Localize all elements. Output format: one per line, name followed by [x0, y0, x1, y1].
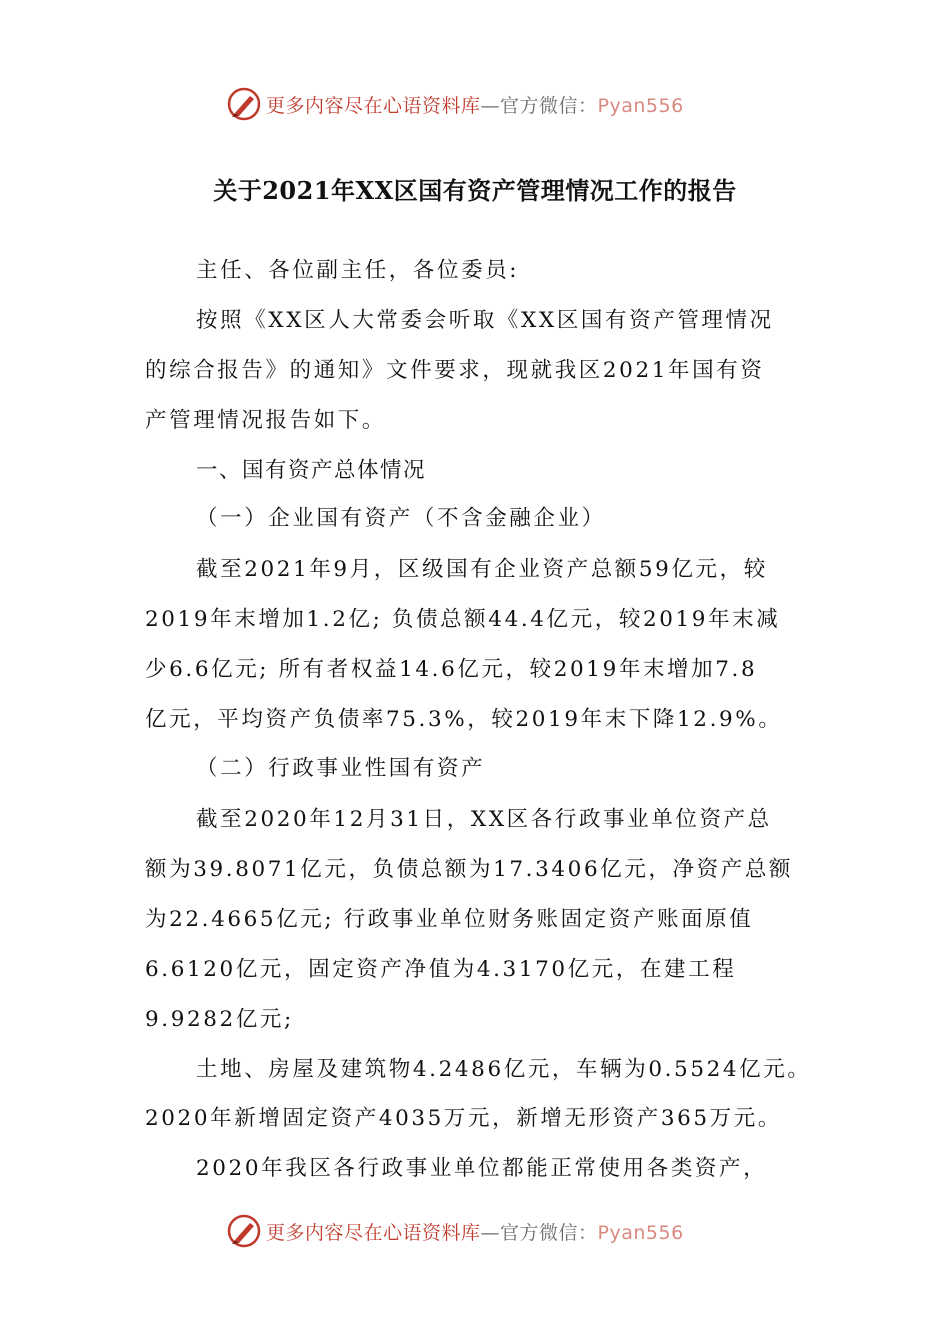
paragraph-line: 土地、房屋及建筑物4.2486亿元，车辆为0.5524亿元。 [196, 1057, 812, 1082]
paragraph-line: 产管理情况报告如下。 [145, 408, 387, 433]
paragraph-line: 2020年新增固定资产4035万元，新增无形资产365万元。 [145, 1106, 782, 1131]
paragraph-line: 按照《XX区人大常委会听取《XX区国有资产管理情况 [196, 308, 774, 333]
pen-logo-icon [226, 1213, 262, 1249]
paragraph-line: 截至2020年12月31日，XX区各行政事业单位资产总 [196, 807, 772, 832]
paragraph-line: 9.9282亿元; [145, 1007, 294, 1032]
paragraph-line: 额为39.8071亿元，负债总额为17.3406亿元，净资产总额 [145, 857, 794, 882]
paragraph-line: 的综合报告》的通知》文件要求，现就我区2021年国有资 [145, 358, 765, 383]
paragraph-line: 为22.4665亿元; 行政事业单位财务账固定资产账面原值 [145, 907, 754, 932]
footer-banner [0, 1211, 950, 1251]
paragraph-line: 亿元，平均资产负债率75.3%，较2019年末下降12.9%。 [145, 707, 783, 732]
document-title: 关于2021年XX区国有资产管理情况工作的报告 [213, 176, 737, 205]
pen-logo-icon [226, 86, 262, 122]
paragraph-line: 少6.6亿元; 所有者权益14.6亿元，较2019年末增加7.8 [145, 657, 758, 682]
subsection-heading: （一）企业国有资产（不含金融企业） [196, 506, 606, 531]
subsection-heading: （二）行政事业性国有资产 [196, 756, 486, 781]
section-heading: 一、国有资产总体情况 [196, 458, 427, 483]
paragraph-line: 2020年我区各行政事业单位都能正常使用各类资产， [196, 1156, 768, 1181]
paragraph-line: 截至2021年9月，区级国有企业资产总额59亿元，较 [196, 557, 768, 582]
paragraph-line: 2019年末增加1.2亿; 负债总额44.4亿元，较2019年末减 [145, 607, 781, 632]
banner-text: 更多内容尽在心语资料库—官方微信：Pyan556 [266, 1221, 684, 1244]
header-banner [0, 84, 950, 124]
salutation: 主任、各位副主任，各位委员: [196, 258, 520, 283]
paragraph-line: 6.6120亿元，固定资产净值为4.3170亿元，在建工程 [145, 957, 737, 982]
banner-text: 更多内容尽在心语资料库—官方微信：Pyan556 [266, 94, 684, 117]
